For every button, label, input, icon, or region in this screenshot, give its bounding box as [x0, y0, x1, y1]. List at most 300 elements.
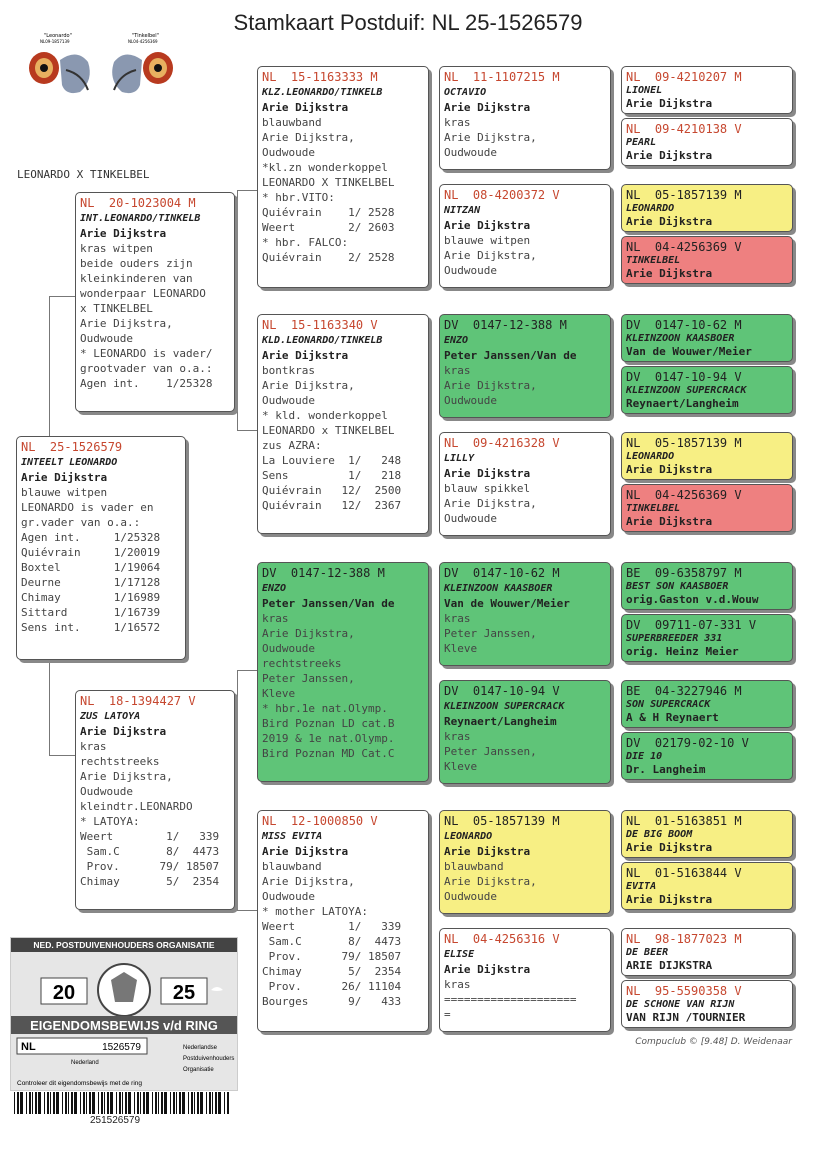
detail-line: Sam.C 8/ 4473 [80, 845, 220, 858]
detail-line: Prov. 26/ 11104 [262, 980, 402, 993]
detail-line: Weert 1/ 339 [80, 830, 220, 843]
detail-line: Agen int. 1/25328 [21, 531, 161, 544]
detail-line: Peter Janssen, [444, 627, 537, 640]
connector-line [237, 430, 257, 431]
owner: Peter Janssen/Van de [444, 349, 577, 362]
detail-line: Oudwoude [444, 146, 497, 159]
detail-line: Oudwoude [262, 394, 315, 407]
barcode-bar [50, 1092, 51, 1114]
barcode-bar [194, 1092, 195, 1114]
connector-line [49, 660, 50, 755]
detail-line: Oudwoude [80, 785, 133, 798]
detail-line: kleindtr.LEONARDO [80, 800, 193, 813]
cert-country: NL [21, 1041, 36, 1053]
detail-line: Arie Dijkstra, [262, 131, 355, 144]
detail-line: kleinkinderen van [80, 272, 193, 285]
pigeon-logo [22, 30, 180, 100]
detail-line: Kleve [444, 642, 478, 655]
barcode-bar [125, 1092, 127, 1114]
detail-line: Bird Poznan MD Cat.C [262, 747, 395, 760]
detail-line: Arie Dijkstra, [80, 770, 173, 783]
gggparent-card [621, 366, 793, 414]
pigeon-name: DE BEER [626, 947, 669, 958]
barcode-bar [20, 1092, 23, 1114]
barcode-bar [92, 1092, 95, 1114]
ring-number: NL 18-1394427 V [80, 694, 196, 708]
barcode-bar [128, 1092, 131, 1114]
owner: ARIE DIJKSTRA [626, 959, 713, 972]
pigeon-name: BEST SON KAASBOER [626, 581, 729, 592]
barcode-bar [191, 1092, 193, 1114]
ring-number: NL 08-4200372 V [444, 188, 560, 202]
detail-line: La Louviere 1/ 248 [262, 454, 402, 467]
detail-line: LEONARDO X TINKELBEL [262, 176, 395, 189]
barcode-bar [110, 1092, 113, 1114]
detail-line: * hbr.VITO: [262, 191, 335, 204]
barcode-bar [86, 1092, 87, 1114]
pigeon-name: PEARL [626, 137, 657, 148]
cert-year-left: 20 [52, 982, 76, 1004]
barcode-bar [212, 1092, 213, 1114]
pigeon-name: NITZAN [444, 205, 481, 216]
pigeon-name: MISS EVITA [262, 831, 323, 842]
detail-line: kras [444, 116, 471, 129]
ring-number: NL 09-4210138 V [626, 122, 742, 136]
ring-number: NL 05-1857139 M [626, 436, 742, 450]
pigeon-name: KLEINZOON SUPERCRACK [626, 385, 747, 396]
detail-line: Oudwoude [444, 512, 497, 525]
owner: Arie Dijkstra [626, 149, 713, 162]
barcode-bar [179, 1092, 181, 1114]
owner: Reynaert/Langheim [444, 715, 557, 728]
gggparent-card [621, 680, 793, 728]
barcode-bar [122, 1092, 123, 1114]
barcode-bar [152, 1092, 153, 1114]
cert-country-name: Nederland [71, 1060, 99, 1066]
detail-line: = [444, 1008, 451, 1021]
ggparent-card [439, 66, 611, 170]
barcode-bar [53, 1092, 55, 1114]
detail-line: Deurne 1/17128 [21, 576, 161, 589]
ring-number: NL 01-5163844 V [626, 866, 742, 880]
owner: Arie Dijkstra [626, 515, 713, 528]
connector-line [237, 190, 238, 430]
detail-line: Agen int. 1/25328 [80, 377, 213, 390]
barcode-bar [56, 1092, 59, 1114]
barcode-bar [134, 1092, 135, 1114]
owner: Arie Dijkstra [444, 219, 531, 232]
barcode-number: 251526579 [90, 1115, 141, 1126]
barcode-bar [26, 1092, 27, 1114]
detail-line: Prov. 79/ 18507 [262, 950, 402, 963]
barcode-bar [215, 1092, 217, 1114]
barcode-bar [71, 1092, 73, 1114]
pigeon-name: KLEINZOON KAASBOER [626, 333, 735, 344]
ring-number: NL 04-4256369 V [626, 488, 742, 502]
owner: Arie Dijkstra [21, 471, 108, 484]
ggparent-card [439, 928, 611, 1032]
detail-line: Oudwoude [80, 332, 133, 345]
detail-line: kras [444, 730, 471, 743]
grandfather-maternal-card [257, 562, 429, 782]
connector-line [237, 670, 238, 910]
gggparent-card [621, 184, 793, 232]
ring-number: NL 98-1877023 M [626, 932, 742, 946]
barcode-bar [182, 1092, 185, 1114]
detail-line: wonderpaar LEONARDO [80, 287, 206, 300]
owner: Arie Dijkstra [444, 845, 531, 858]
detail-line: Arie Dijkstra, [262, 875, 355, 888]
pigeon-name: TINKELBEL [626, 503, 681, 514]
detail-line: blauwband [444, 860, 504, 873]
ring-number: NL 01-5163851 M [626, 814, 742, 828]
owner: Arie Dijkstra [80, 227, 167, 240]
detail-line: LEONARDO is vader en [21, 501, 154, 514]
pigeon-name: INTEELT LEONARDO [21, 457, 118, 468]
pigeon-name: KLD.LEONARDO/TINKELB [262, 335, 383, 346]
owner: orig.Gaston v.d.Wouw [626, 593, 759, 606]
gggparent-card [621, 432, 793, 480]
pigeon-name: SON SUPERCRACK [626, 699, 711, 710]
page-title: Stamkaart Postduif: NL 25-1526579 [233, 10, 583, 35]
detail-line: Arie Dijkstra, [262, 627, 355, 640]
detail-line: Arie Dijkstra, [444, 875, 537, 888]
connector-line [237, 670, 257, 671]
barcode-bar [44, 1092, 45, 1114]
detail-line: blauw spikkel [444, 482, 531, 495]
grandfather-paternal-card [257, 66, 429, 288]
cert-npo-line: Postduivenhouders [183, 1056, 235, 1062]
pigeon-name: TINKELBEL [626, 255, 681, 266]
pigeon-name: ENZO [444, 335, 469, 346]
barcode-bar [218, 1092, 221, 1114]
barcode-bar [107, 1092, 109, 1114]
gggparent-card [621, 484, 793, 532]
detail-line: Arie Dijkstra, [444, 497, 537, 510]
pigeon-name: LEONARDO [626, 451, 675, 462]
ring-number: DV 02179-02-10 V [626, 736, 749, 750]
pigeon-name: LIONEL [626, 85, 663, 96]
detail-line: Oudwoude [262, 642, 315, 655]
ring-number: BE 04-3227946 M [626, 684, 742, 698]
detail-line: Bird Poznan LD cat.B [262, 717, 395, 730]
pigeon-name: LEONARDO [444, 831, 493, 842]
detail-line: * mother LATOYA: [262, 905, 368, 918]
detail-line: Quiévrain 12/ 2500 [262, 484, 402, 497]
detail-line: Arie Dijkstra, [444, 249, 537, 262]
detail-line: blauwe witpen [444, 234, 531, 247]
gggparent-card [621, 66, 793, 114]
connector-line [49, 296, 75, 297]
barcode-bar [65, 1092, 67, 1114]
detail-line: blauwband [262, 860, 322, 873]
owner: Van de Wouwer/Meier [626, 345, 752, 358]
detail-line: LEONARDO x TINKELBEL [262, 424, 395, 437]
ring-number: NL 25-1526579 [21, 440, 123, 454]
detail-line: * LEONARDO is vader/ [80, 347, 213, 360]
pigeon-name: ENZO [262, 583, 287, 594]
ggparent-card [439, 562, 611, 666]
detail-line: Oudwoude [444, 264, 497, 277]
pigeon-name: KLEINZOON KAASBOER [444, 583, 553, 594]
owner: Arie Dijkstra [626, 893, 713, 906]
ownership-certificate [10, 937, 238, 1091]
detail-line: Quiévrain 1/20019 [21, 546, 161, 559]
barcode-bar [68, 1092, 69, 1114]
barcode-bar [32, 1092, 33, 1114]
pigeon-name: OCTAVIO [444, 87, 487, 98]
gggparent-card [621, 314, 793, 362]
grandmother-maternal-card [257, 810, 429, 1032]
owner: Arie Dijkstra [262, 101, 349, 114]
pigeon-name: LEONARDO [626, 203, 675, 214]
barcode-bar [98, 1092, 99, 1114]
ring-number: NL 20-1023004 M [80, 196, 196, 210]
barcode-bar [176, 1092, 177, 1114]
ring-number: NL 15-1163340 V [262, 318, 378, 332]
detail-line: Bourges 9/ 433 [262, 995, 402, 1008]
detail-line: Oudwoude [262, 146, 315, 159]
detail-line: x TINKELBEL [80, 302, 153, 315]
owner: A & H Reynaert [626, 711, 719, 724]
ring-number: NL 04-4256369 V [626, 240, 742, 254]
ggparent-card [439, 184, 611, 288]
detail-line: Sittard 1/16739 [21, 606, 161, 619]
detail-line: Peter Janssen, [262, 672, 355, 685]
owner: Arie Dijkstra [444, 467, 531, 480]
detail-line: Quiévrain 2/ 2528 [262, 251, 395, 264]
barcode-bar [101, 1092, 103, 1114]
detail-line: Oudwoude [444, 394, 497, 407]
barcode-bar [197, 1092, 199, 1114]
owner: orig. Heinz Meier [626, 645, 739, 658]
cert-banner: EIGENDOMSBEWIJS v/d RING [30, 1018, 218, 1033]
detail-line: Chimay 5/ 2354 [262, 965, 402, 978]
gggparent-card [621, 614, 793, 662]
barcode-bar [14, 1092, 15, 1114]
barcode-bar [140, 1092, 141, 1114]
pigeon-name: EVITA [626, 881, 657, 892]
barcode-bar [116, 1092, 117, 1114]
detail-line: *kl.zn wonderkoppel [262, 161, 388, 174]
ggparent-card [439, 810, 611, 914]
barcode [12, 1092, 234, 1114]
pigeon-name: ELISE [444, 949, 475, 960]
detail-line: kras [262, 612, 289, 625]
barcode-bar [206, 1092, 207, 1114]
ring-number: NL 95-5590358 V [626, 984, 742, 998]
detail-line: Arie Dijkstra, [444, 379, 537, 392]
barcode-bar [158, 1092, 159, 1114]
barcode-bar [38, 1092, 41, 1114]
gggparent-card [621, 810, 793, 858]
ring-number: DV 0147-12-388 M [444, 318, 567, 332]
ring-number: NL 09-4216328 V [444, 436, 560, 450]
cert-check-text: Controleer dit eigendomsbewijs met de ring [17, 1080, 143, 1087]
detail-line: beide ouders zijn [80, 257, 193, 270]
detail-line: rechtstreeks [80, 755, 160, 768]
footer-credit: Compuclub © [9.48] D. Weidenaar [635, 1037, 792, 1047]
connector-line [237, 190, 257, 191]
logo-left-label: "Leonardo" [44, 33, 72, 39]
barcode-bar [83, 1092, 85, 1114]
owner: Arie Dijkstra [80, 725, 167, 738]
barcode-bar [80, 1092, 81, 1114]
connector-line [49, 296, 50, 436]
barcode-bar [227, 1092, 229, 1114]
detail-line: Sens 1/ 218 [262, 469, 402, 482]
pigeon-name: DIE 10 [626, 751, 663, 762]
detail-line: Weert 2/ 2603 [262, 221, 395, 234]
detail-line: blauwe witpen [21, 486, 108, 499]
detail-line: Oudwoude [262, 890, 315, 903]
detail-line: kras [444, 978, 471, 991]
owner: Arie Dijkstra [262, 845, 349, 858]
owner: Arie Dijkstra [626, 215, 713, 228]
barcode-bar [224, 1092, 225, 1114]
barcode-bar [89, 1092, 91, 1114]
barcode-bar [74, 1092, 77, 1114]
detail-line: Quiévrain 1/ 2528 [262, 206, 395, 219]
detail-line: zus AZRA: [262, 439, 322, 452]
detail-line: kras [80, 740, 107, 753]
detail-line: Oudwoude [444, 890, 497, 903]
owner: Peter Janssen/Van de [262, 597, 395, 610]
barcode-bar [119, 1092, 121, 1114]
owner: Reynaert/Langheim [626, 397, 739, 410]
owner: Arie Dijkstra [626, 267, 713, 280]
ring-number: NL 15-1163333 M [262, 70, 378, 84]
barcode-bar [17, 1092, 19, 1114]
owner: Arie Dijkstra [262, 349, 349, 362]
ring-number: BE 09-6358797 M [626, 566, 742, 580]
gggparent-card [621, 928, 793, 976]
ring-number: NL 04-4256316 V [444, 932, 560, 946]
owner: Arie Dijkstra [444, 101, 531, 114]
owner: Arie Dijkstra [626, 841, 713, 854]
cert-npo-line: Nederlandse [183, 1045, 218, 1051]
barcode-bar [104, 1092, 105, 1114]
pigeon-name: DE BIG BOOM [626, 829, 693, 840]
detail-line: Kleve [262, 687, 296, 700]
ring-number: NL 05-1857139 M [626, 188, 742, 202]
ring-number: DV 09711-07-331 V [626, 618, 757, 632]
barcode-bar [29, 1092, 31, 1114]
ring-number: DV 0147-10-94 V [444, 684, 560, 698]
owner: Van de Wouwer/Meier [444, 597, 570, 610]
detail-line: Weert 1/ 339 [262, 920, 402, 933]
logo-right-label: "Tinkelbel" [132, 33, 159, 39]
barcode-bar [62, 1092, 63, 1114]
cert-npo-line: Organisatie [183, 1067, 214, 1073]
connector-line [237, 910, 257, 911]
detail-line: Boxtel 1/19064 [21, 561, 161, 574]
cert-org: NED. POSTDUIVENHOUDERS ORGANISATIE [33, 940, 215, 950]
main-pigeon-card [16, 436, 186, 660]
mother-card [75, 690, 235, 910]
pigeon-name: SUPERBREEDER 331 [626, 633, 723, 644]
ggparent-card [439, 314, 611, 418]
barcode-bar [209, 1092, 211, 1114]
logo-left-ring: NL09-1857139 [40, 39, 70, 44]
barcode-bar [173, 1092, 175, 1114]
owner: Arie Dijkstra [626, 97, 713, 110]
ring-number: DV 0147-10-94 V [626, 370, 742, 384]
detail-line: Arie Dijkstra, [262, 379, 355, 392]
detail-line: Arie Dijkstra, [80, 317, 173, 330]
pigeon-name: LILLY [444, 453, 475, 464]
cert-year-right: 25 [172, 982, 196, 1004]
ring-number: NL 09-4210207 M [626, 70, 742, 84]
ring-number: NL 05-1857139 M [444, 814, 560, 828]
gggparent-card [621, 732, 793, 780]
detail-line: Prov. 79/ 18507 [80, 860, 220, 873]
pigeon-name: KLEINZOON SUPERCRACK [444, 701, 565, 712]
grandmother-paternal-card [257, 314, 429, 534]
logo-right-ring: NL04-4256369 [128, 39, 158, 44]
gggparent-card [621, 562, 793, 610]
barcode-bar [47, 1092, 49, 1114]
detail-line: blauwband [262, 116, 322, 129]
ring-number: DV 0147-10-62 M [444, 566, 560, 580]
ggparent-card [439, 680, 611, 784]
barcode-bar [161, 1092, 163, 1114]
gggparent-card [621, 862, 793, 910]
connector-line [49, 755, 75, 756]
owner: Arie Dijkstra [626, 463, 713, 476]
ring-number: NL 12-1000850 V [262, 814, 378, 828]
detail-line: Quiévrain 12/ 2367 [262, 499, 402, 512]
ring-number: DV 0147-12-388 M [262, 566, 385, 580]
detail-line: kras witpen [80, 242, 153, 255]
pigeon-name: DE SCHONE VAN RIJN [626, 999, 735, 1010]
detail-line: * hbr.1e nat.Olymp. [262, 702, 388, 715]
detail-line: Chimay 5/ 2354 [80, 875, 220, 888]
pairing-label: LEONARDO X TINKELBEL [17, 168, 150, 181]
detail-line: Sens int. 1/16572 [21, 621, 161, 634]
detail-line: kras [444, 612, 471, 625]
owner: Dr. Langheim [626, 763, 706, 776]
detail-line: Sam.C 8/ 4473 [262, 935, 402, 948]
ggparent-card [439, 432, 611, 536]
barcode-bar [35, 1092, 37, 1114]
detail-line: 2019 & 1e nat.Olymp. [262, 732, 395, 745]
detail-line: Arie Dijkstra, [444, 131, 537, 144]
detail-line: rechtstreeks [262, 657, 342, 670]
cert-number: 1526579 [102, 1042, 141, 1053]
ring-number: NL 11-1107215 M [444, 70, 560, 84]
barcode-bar [143, 1092, 145, 1114]
detail-line: Kleve [444, 760, 478, 773]
gggparent-card [621, 118, 793, 166]
detail-line: * kld. wonderkoppel [262, 409, 388, 422]
gggparent-card [621, 980, 793, 1028]
barcode-bar [164, 1092, 167, 1114]
barcode-bar [155, 1092, 157, 1114]
barcode-bar [146, 1092, 149, 1114]
barcode-bar [188, 1092, 189, 1114]
gggparent-card [621, 236, 793, 284]
owner: VAN RIJN /TOURNIER [626, 1011, 746, 1024]
father-card [75, 192, 235, 412]
barcode-bar [200, 1092, 203, 1114]
detail-line: kras [444, 364, 471, 377]
owner: Arie Dijkstra [444, 963, 531, 976]
pigeon-name: INT.LEONARDO/TINKELB [80, 213, 201, 224]
barcode-bar [137, 1092, 139, 1114]
pigeon-name: KLZ.LEONARDO/TINKELB [262, 87, 383, 98]
barcode-bar [170, 1092, 171, 1114]
